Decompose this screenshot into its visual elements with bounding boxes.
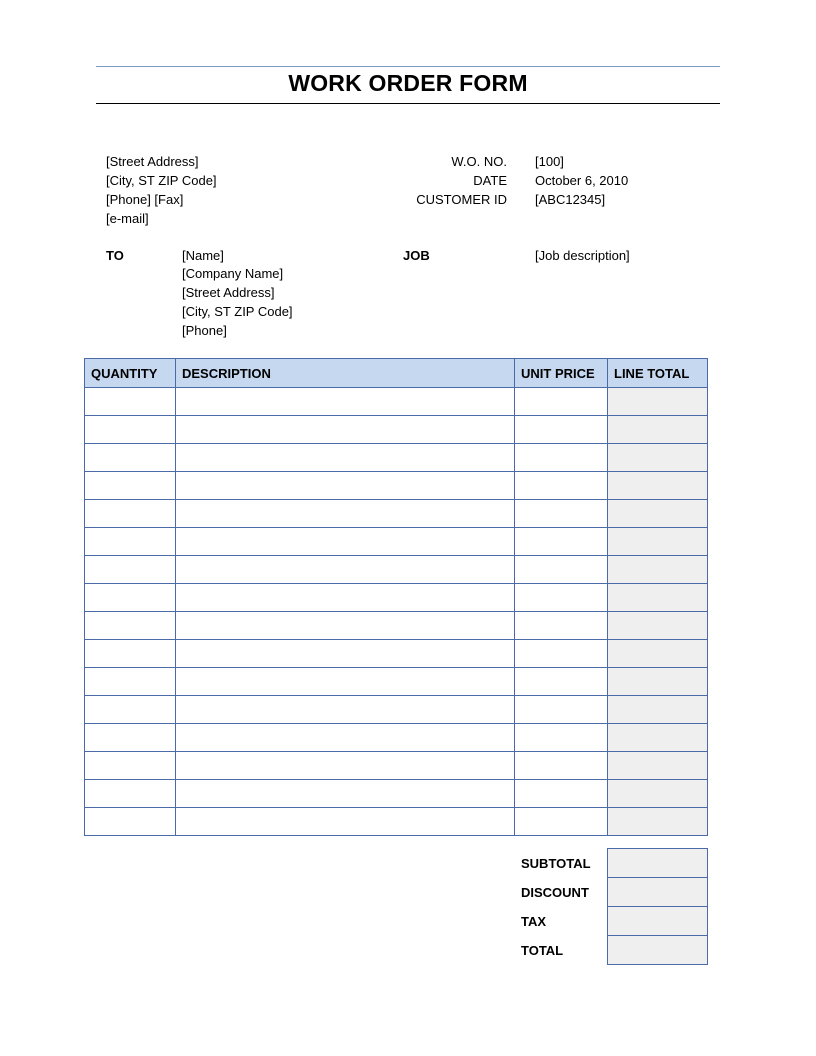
to-label: TO (106, 248, 124, 263)
to-street[interactable]: [Street Address] (182, 285, 275, 300)
description-cell[interactable] (176, 780, 515, 808)
quantity-cell[interactable] (85, 584, 176, 612)
quantity-cell[interactable] (85, 752, 176, 780)
unit-price-cell[interactable] (515, 584, 608, 612)
table-row (85, 444, 708, 472)
description-cell[interactable] (176, 696, 515, 724)
quantity-cell[interactable] (85, 808, 176, 836)
table-row (85, 416, 708, 444)
quantity-cell[interactable] (85, 556, 176, 584)
line-total-cell[interactable] (608, 416, 708, 444)
header-description: DESCRIPTION (176, 359, 515, 388)
quantity-cell[interactable] (85, 500, 176, 528)
line-total-cell[interactable] (608, 724, 708, 752)
table-row (85, 752, 708, 780)
description-cell[interactable] (176, 444, 515, 472)
table-row (85, 388, 708, 416)
tax-cell[interactable] (607, 907, 707, 936)
description-cell[interactable] (176, 416, 515, 444)
page-title: WORK ORDER FORM (288, 70, 528, 96)
title-bottom-rule (96, 103, 720, 104)
description-cell[interactable] (176, 752, 515, 780)
unit-price-cell[interactable] (515, 416, 608, 444)
line-total-cell[interactable] (608, 528, 708, 556)
description-cell[interactable] (176, 528, 515, 556)
sender-street[interactable]: [Street Address] (106, 154, 199, 169)
quantity-cell[interactable] (85, 780, 176, 808)
line-total-cell[interactable] (608, 808, 708, 836)
discount-row (514, 878, 707, 907)
quantity-cell[interactable] (85, 388, 176, 416)
wo-number-value[interactable]: [100] (535, 154, 564, 169)
unit-price-cell[interactable] (515, 500, 608, 528)
total-row (514, 936, 707, 965)
sender-phone-fax[interactable]: [Phone] [Fax] (106, 192, 184, 207)
line-total-cell[interactable] (608, 444, 708, 472)
table-row (85, 780, 708, 808)
quantity-cell[interactable] (85, 668, 176, 696)
line-total-cell[interactable] (608, 500, 708, 528)
table-row (85, 500, 708, 528)
unit-price-cell[interactable] (515, 640, 608, 668)
title-top-rule (96, 66, 720, 67)
to-city[interactable]: [City, ST ZIP Code] (182, 304, 293, 319)
line-total-cell[interactable] (608, 780, 708, 808)
quantity-cell[interactable] (85, 416, 176, 444)
totals-table (514, 848, 708, 965)
line-items-body (85, 388, 708, 836)
header-quantity: QUANTITY (85, 359, 176, 388)
total-cell[interactable] (607, 936, 707, 965)
line-total-cell[interactable] (608, 668, 708, 696)
unit-price-cell[interactable] (515, 472, 608, 500)
quantity-cell[interactable] (85, 724, 176, 752)
description-cell[interactable] (176, 388, 515, 416)
header-unit-price: UNIT PRICE (515, 359, 608, 388)
discount-cell[interactable] (607, 878, 707, 907)
job-description[interactable]: [Job description] (535, 248, 630, 263)
table-row (85, 472, 708, 500)
customer-id-label: CUSTOMER ID (416, 192, 507, 207)
description-cell[interactable] (176, 724, 515, 752)
description-cell[interactable] (176, 612, 515, 640)
unit-price-cell[interactable] (515, 724, 608, 752)
unit-price-cell[interactable] (515, 444, 608, 472)
quantity-cell[interactable] (85, 528, 176, 556)
sender-city[interactable]: [City, ST ZIP Code] (106, 173, 217, 188)
job-label: JOB (403, 248, 430, 263)
subtotal-row (514, 849, 707, 878)
table-row (85, 640, 708, 668)
customer-id-value[interactable]: [ABC12345] (535, 192, 606, 207)
subtotal-cell[interactable] (607, 849, 707, 878)
unit-price-cell[interactable] (515, 808, 608, 836)
line-total-cell[interactable] (608, 472, 708, 500)
sender-email[interactable]: [e-mail] (106, 211, 149, 226)
line-total-cell[interactable] (608, 752, 708, 780)
line-total-cell[interactable] (608, 556, 708, 584)
unit-price-cell[interactable] (515, 388, 608, 416)
total-label: TOTAL (521, 942, 564, 958)
tax-label: TAX (521, 913, 547, 929)
unit-price-cell[interactable] (515, 752, 608, 780)
line-total-cell[interactable] (608, 696, 708, 724)
to-name[interactable]: [Name] (182, 248, 224, 263)
quantity-cell[interactable] (85, 696, 176, 724)
discount-label: DISCOUNT (521, 884, 589, 900)
date-value[interactable]: October 6, 2010 (535, 173, 629, 188)
to-company[interactable]: [Company Name] (182, 266, 284, 281)
table-row (85, 528, 708, 556)
line-total-cell[interactable] (608, 584, 708, 612)
table-header-row (85, 359, 708, 388)
quantity-cell[interactable] (85, 612, 176, 640)
line-total-cell[interactable] (608, 388, 708, 416)
date-label: DATE (473, 173, 507, 188)
description-cell[interactable] (176, 640, 515, 668)
quantity-cell[interactable] (85, 472, 176, 500)
table-row (85, 612, 708, 640)
table-row (85, 584, 708, 612)
subtotal-label: SUBTOTAL (521, 855, 591, 871)
unit-price-cell[interactable] (515, 780, 608, 808)
quantity-cell[interactable] (85, 444, 176, 472)
description-cell[interactable] (176, 584, 515, 612)
table-row (85, 724, 708, 752)
wo-number-label: W.O. NO. (451, 154, 507, 169)
table-row (85, 808, 708, 836)
unit-price-cell[interactable] (515, 528, 608, 556)
description-cell[interactable] (176, 668, 515, 696)
table-row (85, 696, 708, 724)
unit-price-cell[interactable] (515, 696, 608, 724)
to-phone[interactable]: [Phone] (182, 323, 227, 338)
line-total-cell[interactable] (608, 640, 708, 668)
description-cell[interactable] (176, 556, 515, 584)
unit-price-cell[interactable] (515, 612, 608, 640)
table-row (85, 556, 708, 584)
description-cell[interactable] (176, 808, 515, 836)
header-line-total: LINE TOTAL (608, 359, 708, 388)
description-cell[interactable] (176, 500, 515, 528)
unit-price-cell[interactable] (515, 556, 608, 584)
line-total-cell[interactable] (608, 612, 708, 640)
line-items-table (84, 358, 708, 836)
tax-row (514, 907, 707, 936)
table-row (85, 668, 708, 696)
unit-price-cell[interactable] (515, 668, 608, 696)
quantity-cell[interactable] (85, 640, 176, 668)
description-cell[interactable] (176, 472, 515, 500)
